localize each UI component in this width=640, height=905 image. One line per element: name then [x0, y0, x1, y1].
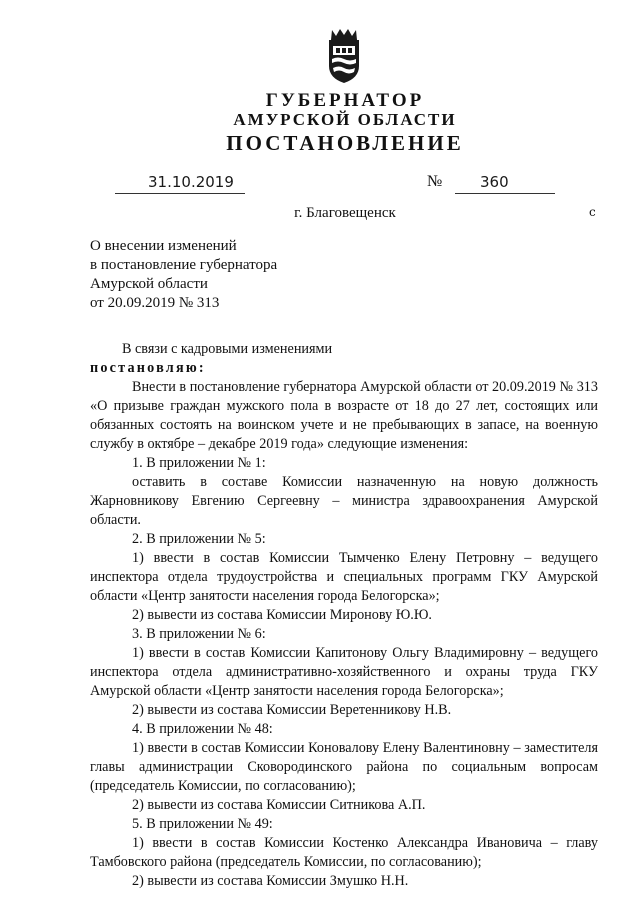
- header-region: АМУРСКОЙ ОБЛАСТИ: [233, 110, 457, 129]
- coat-of-arms-emblem: [323, 26, 365, 84]
- body-paragraph: 2) вывести из состава Комиссии Веретенникову Н.В.: [132, 702, 452, 718]
- body-paragraph: 2) вывести из состава Комиссии Миронову Ю.Ю.: [132, 607, 432, 623]
- body-paragraph: 2) вывести из состава Комиссии Ситникова А.П.: [132, 797, 426, 813]
- subject-line: от 20.09.2019 № 313: [90, 295, 220, 311]
- body-paragraph: 1) ввести в состав Комиссии Коновалову Елену Валентиновну – заместителя главы администрации Сковородинского района по социальным вопросам (председатель Комиссии, по согласованию);: [90, 740, 598, 794]
- document-body: [90, 340, 598, 891]
- subject-line: О внесении изменений: [90, 238, 237, 254]
- decree-word: постановляю:: [90, 360, 206, 376]
- document-subject: [90, 237, 277, 313]
- body-paragraph: 5. В приложении № 49:: [132, 816, 273, 832]
- body-paragraph: 1. В приложении № 1:: [132, 455, 266, 471]
- body-paragraph: 1) ввести в состав Комиссии Костенко Александра Ивановича – главу Тамбовского района (председатель Комиссии, по согласованию);: [90, 835, 598, 870]
- body-paragraph: 2) вывести из состава Комиссии Змушко Н.Н.: [132, 873, 409, 889]
- body-paragraph: 2. В приложении № 5:: [132, 531, 266, 547]
- document-type-title: ПОСТАНОВЛЕНИЕ: [226, 131, 464, 155]
- body-paragraph: оставить в составе Комиссии назначенную на новую должность Жарновникову Евгению Сергеевну – министра здравоохранения Амурской области.: [90, 474, 598, 528]
- number-label: №: [427, 173, 443, 190]
- body-paragraphs: [90, 378, 598, 891]
- date-underline: [115, 193, 245, 194]
- city-name: г. Благовещенск: [294, 205, 396, 221]
- body-paragraph: 4. В приложении № 48:: [132, 721, 273, 737]
- subject-line: в постановление губернатора: [90, 257, 278, 273]
- header-governor: ГУБЕРНАТОР: [265, 90, 425, 111]
- body-paragraph: 3. В приложении № 6:: [132, 626, 266, 642]
- number-underline: [455, 193, 555, 194]
- body-paragraph: 1) ввести в состав Комиссии Капитонову Ольгу Владимировну – ведущего инспектора отдела административно-хозяйственного и охраны труда ГКУ Амурской области «Центр занятости населения города Белогорска»;: [90, 645, 598, 699]
- handwritten-number: 360: [480, 173, 509, 191]
- body-paragraph: 1) ввести в состав Комиссии Тымченко Елену Петровну – ведущего инспектора отдела трудоустройства и специальных программ ГКУ Амурской области «Центр занятости населения города Белогорска»;: [90, 550, 598, 604]
- body-intro: В связи с кадровыми изменениями: [122, 341, 333, 357]
- body-paragraph: Внести в постановление губернатора Амурской области от 20.09.2019 № 313 «О призыве граждан мужского пола в возрасте от 18 до 27 лет, состоящих или обязанных состоять на воинском учете и не пребывающих в запасе, на военную службу в октябре – декабре 2019 года» следующие изменения:: [90, 379, 598, 452]
- margin-mark: ⅽ: [589, 205, 596, 219]
- handwritten-date: 31.10.2019: [148, 173, 234, 191]
- subject-line: Амурской области: [90, 276, 208, 292]
